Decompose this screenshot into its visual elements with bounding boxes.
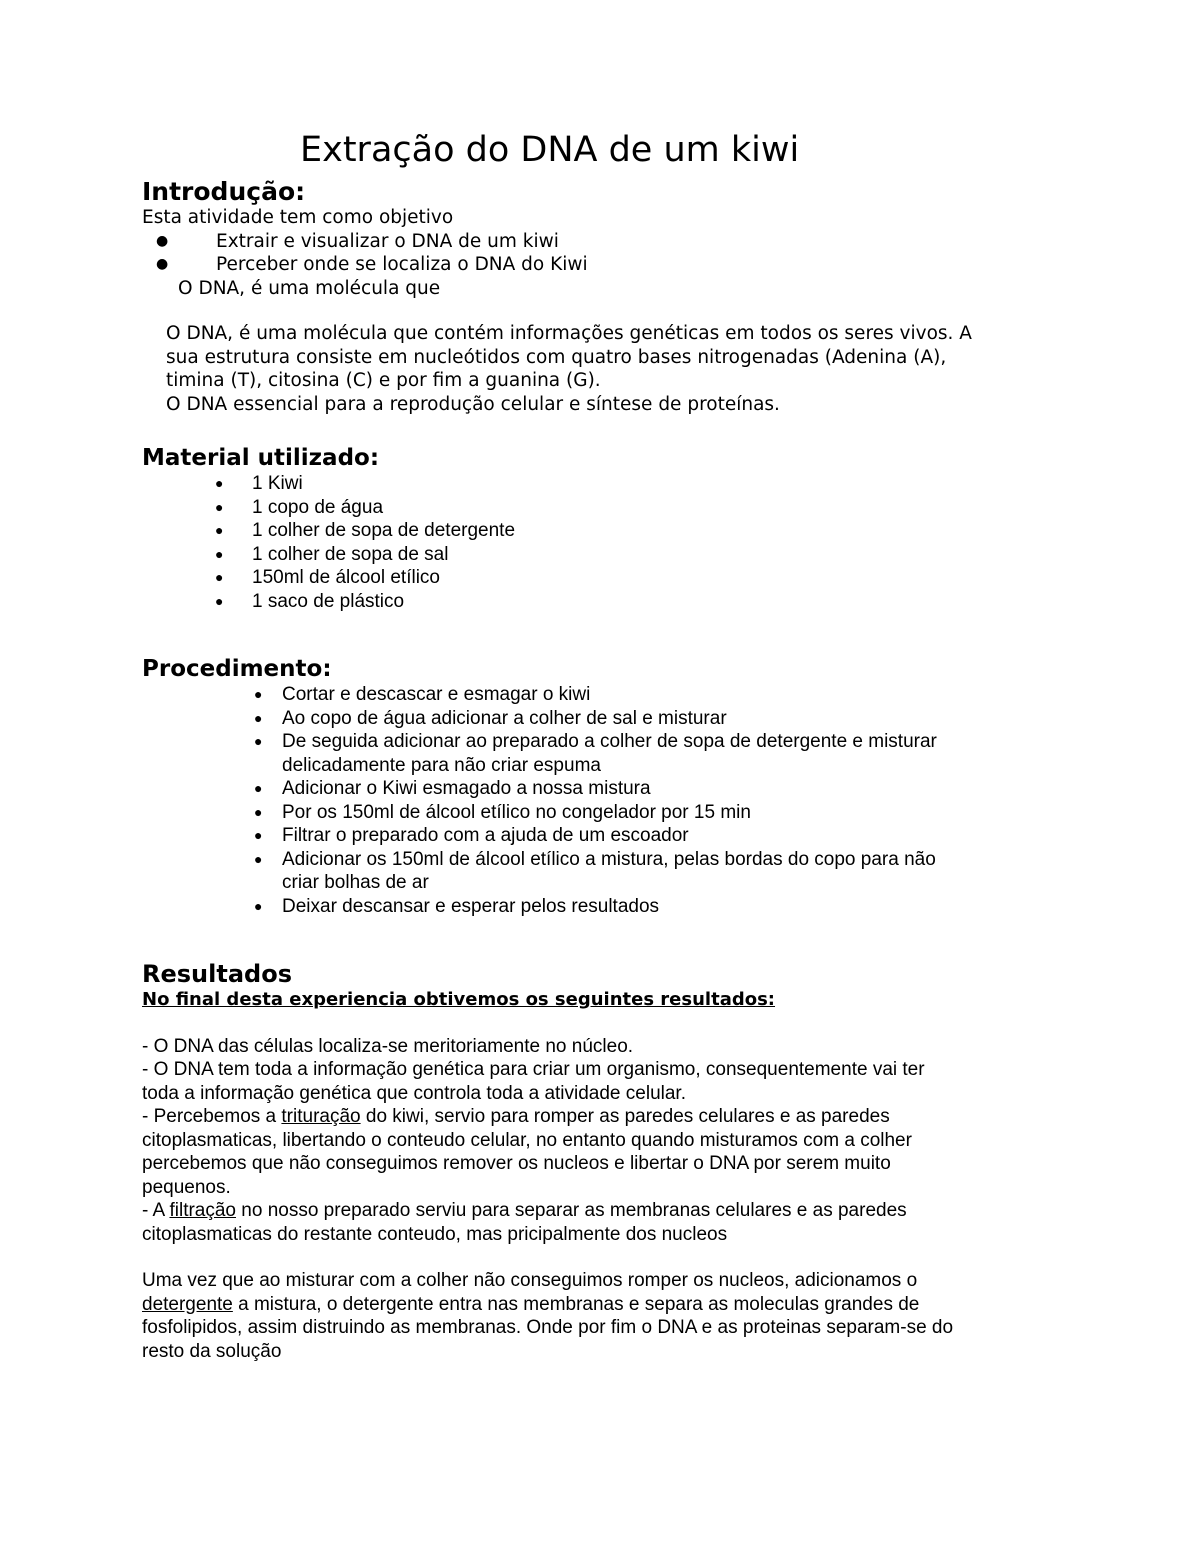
- result-2: - O DNA tem toda a informação genética para criar um organismo, consequentemente vai ter toda a informação genética que controla toda a atividade celular.: [142, 1059, 925, 1104]
- bullet-icon: ●: [254, 780, 263, 796]
- intro-paragraph: O DNA, é uma molécula que contém informações genéticas em todos os seres vivos. A sua estrutura consiste em nucleótidos com quatro bases nitrogenadas (Adenina (A), timina (T), citosina (C) e por fim a guanina (G). O DNA essencial para a reprodução celular e síntese de proteínas.: [166, 323, 972, 415]
- trituracao-term: trituração: [281, 1106, 361, 1127]
- bullet-icon: ●: [254, 850, 263, 867]
- bullet-icon: ●: [215, 569, 224, 585]
- bullet-icon: ●: [254, 733, 263, 749]
- list-item: ● Cortar e descascar e esmagar o kiwi: [254, 684, 591, 705]
- intro-bullets: [156, 230, 1072, 277]
- bullet-icon: ●: [254, 827, 263, 843]
- intro-fragment: O DNA, é uma molécula que: [178, 277, 441, 299]
- list-item: ● 1 saco de plástico: [215, 590, 405, 612]
- procedure-section: [142, 655, 1072, 918]
- bullet-icon: ●: [215, 522, 224, 538]
- result-4: - A filtração no nosso preparado serviu para separar as membranas celulares e as paredes citoplasmaticas do restante conteudo, mas pricipalmente dos nucleos: [142, 1200, 907, 1245]
- bullet-icon: ●: [215, 545, 224, 562]
- procedure-heading: Procedimento:: [142, 656, 332, 682]
- list-item: ● Adicionar o Kiwi esmagado a nossa mistura: [254, 778, 651, 799]
- procedure-list: [254, 683, 1072, 918]
- intro-section: [142, 178, 1072, 416]
- list-item: ● 150ml de álcool etílico: [215, 567, 440, 588]
- document-title: Extração do DNA de um kiwi: [300, 130, 800, 170]
- list-item: ● Ao copo de água adicionar a colher de sal e misturar: [254, 707, 727, 729]
- list-item: ● Adicionar os 150ml de álcool etílico a mistura, pelas bordas do copo para não criar bolhas de ar: [254, 848, 936, 893]
- list-item: ● Por os 150ml de álcool etílico no congelador por 15 min: [254, 801, 751, 823]
- result-1: - O DNA das células localiza-se meritoriamente no núcleo.: [142, 1035, 634, 1057]
- bullet-icon: ●: [254, 803, 263, 820]
- material-section: [142, 444, 1072, 613]
- list-item: ● De seguida adicionar ao preparado a colher de sopa de detergente e misturar delicadamente para não criar espuma: [254, 731, 937, 776]
- detergente-term: detergente: [142, 1293, 233, 1315]
- final-paragraph: Uma vez que ao misturar com a colher não conseguimos romper os nucleos, adicionamos o detergente a mistura, o detergente entra nas membranas e separa as moleculas grandes de fosfolipidos, assim distruindo as membranas. Onde por fim o DNA e as proteinas separam-se do resto da solução: [142, 1270, 954, 1362]
- bullet-icon: ●: [254, 686, 263, 702]
- result-3: - Percebemos a trituração do kiwi, servio para romper as paredes celulares e as paredes citoplasmaticas, libertando o conteudo celular, no entanto quando misturamos com a colher percebemos que não conseguimos remover os nucleos e libertar o DNA por serem muito pequenos.: [142, 1106, 912, 1198]
- list-item: ● 1 colher de sopa de detergente: [215, 520, 516, 541]
- results-heading: Resultados: [142, 960, 292, 988]
- list-item: ● 1 copo de água: [215, 496, 384, 518]
- list-item: ● Deixar descansar e esperar pelos resultados: [254, 895, 660, 917]
- bullet-icon: ●: [156, 256, 169, 272]
- bullet-icon: ●: [215, 475, 224, 491]
- bullet-icon: ●: [215, 498, 224, 515]
- list-item: ● 1 Kiwi: [215, 473, 303, 494]
- bullet-icon: ●: [254, 897, 263, 914]
- results-subheading: No final desta experiencia obtivemos os seguintes resultados:: [142, 989, 776, 1010]
- intro-lead: Esta atividade tem como objetivo: [142, 207, 454, 228]
- bullet-icon: ●: [215, 592, 224, 609]
- material-list: [215, 472, 1072, 613]
- list-item: ● 1 colher de sopa de sal: [215, 543, 449, 565]
- bullet-icon: ●: [156, 232, 169, 249]
- list-item: ● Perceber onde se localiza o DNA do Kiwi: [156, 254, 588, 275]
- material-heading: Material utilizado:: [142, 445, 380, 471]
- filtracao-term: filtração: [169, 1200, 236, 1221]
- bullet-icon: ●: [254, 709, 263, 726]
- list-item: ● Filtrar o preparado com a ajuda de um escoador: [254, 825, 689, 846]
- intro-heading: Introdução:: [142, 177, 306, 206]
- list-item: ● Extrair e visualizar o DNA de um kiwi: [156, 230, 559, 252]
- results-section: [142, 960, 1072, 1363]
